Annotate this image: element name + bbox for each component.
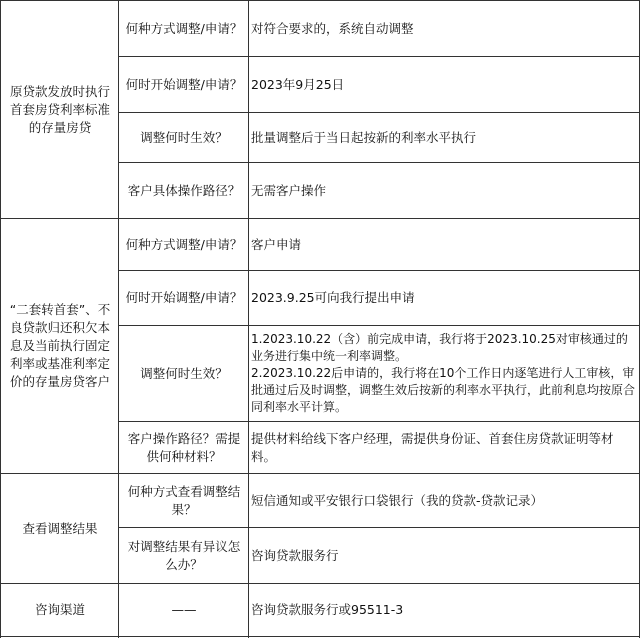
table-divider-col1 — [118, 0, 119, 638]
table-border-bottom — [0, 636, 640, 637]
question-cell — [120, 113, 248, 162]
answer-cell — [250, 584, 639, 636]
question-cell — [120, 474, 248, 527]
question-text: 调整何时生效？ — [140, 365, 228, 381]
group-label — [2, 219, 118, 473]
question-cell — [120, 271, 248, 325]
answer-cell — [250, 57, 639, 112]
question-cell — [120, 163, 248, 218]
answer-cell — [250, 113, 639, 162]
answer-text: 1.2023.10.22（含）前完成申请，我行将于2023.10.25对审核通过的业务进行集中统一利率调整。 2.2023.10.22后申请的，我行将在10个工作日内逐笔进行人工审核，审批通过后及时调整，调整生效后按新的利率水平执行，此前利息均按原合同利率水平计算。 — [251, 332, 636, 414]
question-text: 何时开始调整/申请？ — [125, 290, 243, 305]
answer-text: 2023年9月25日 — [251, 76, 345, 92]
group-label-text: “二套转首套”、不良贷款归还积欠本息及当前执行固定利率或基准利率定价的存量房贷客户 — [9, 302, 111, 389]
question-cell — [120, 57, 248, 112]
answer-text: 咨询贷款服务行 — [251, 547, 339, 563]
answer-cell — [250, 1, 639, 56]
answer-cell — [250, 271, 639, 325]
question-text: 何时开始调整/申请？ — [125, 76, 243, 92]
question-text: —— — [171, 602, 197, 617]
answer-text: 2023.9.25可向我行提出申请 — [251, 290, 415, 305]
group-label — [2, 474, 118, 583]
table-border-right — [639, 0, 640, 638]
group-label — [2, 1, 118, 218]
question-text: 调整何时生效？ — [140, 129, 228, 145]
group-label-text: 咨询渠道 — [34, 602, 85, 617]
answer-cell — [250, 163, 639, 218]
answer-cell — [250, 474, 639, 527]
answer-cell — [250, 219, 639, 270]
group-label-text: 原贷款发放时执行首套房贷利率标准的存量房贷 — [9, 83, 110, 135]
group-label — [2, 584, 118, 636]
question-text: 何种方式查看调整结果？ — [127, 483, 241, 517]
answer-text: 短信通知或平安银行口袋银行（我的贷款-贷款记录） — [251, 492, 544, 508]
answer-text: 批量调整后于当日起按新的利率水平执行 — [251, 129, 477, 145]
question-text: 何种方式调整/申请？ — [125, 236, 243, 252]
answer-cell — [250, 326, 639, 421]
answer-cell — [250, 422, 639, 473]
answer-cell — [250, 528, 639, 583]
answer-text: 对符合要求的，系统自动调整 — [251, 20, 414, 36]
question-cell — [120, 1, 248, 56]
question-text: 何种方式调整/申请？ — [125, 20, 243, 36]
question-cell — [120, 219, 248, 270]
question-text: 对调整结果有异议怎么办？ — [127, 538, 241, 572]
question-cell — [120, 584, 248, 636]
question-cell — [120, 528, 248, 583]
answer-text: 提供材料给线下客户经理，需提供身份证、首套住房贷款证明等材料。 — [251, 430, 614, 464]
question-text: 客户具体操作路径？ — [127, 182, 241, 198]
group-label-text: 查看调整结果 — [22, 520, 98, 536]
answer-text: 无需客户操作 — [251, 182, 327, 198]
question-cell — [120, 326, 248, 421]
table-border-left — [0, 0, 1, 638]
table-divider-col2 — [248, 0, 249, 638]
question-cell — [120, 422, 248, 473]
answer-text: 咨询贷款服务行或95511-3 — [251, 602, 404, 617]
question-text: 客户操作路径？需提供何种材料？ — [127, 430, 241, 464]
answer-text: 客户申请 — [251, 236, 302, 252]
